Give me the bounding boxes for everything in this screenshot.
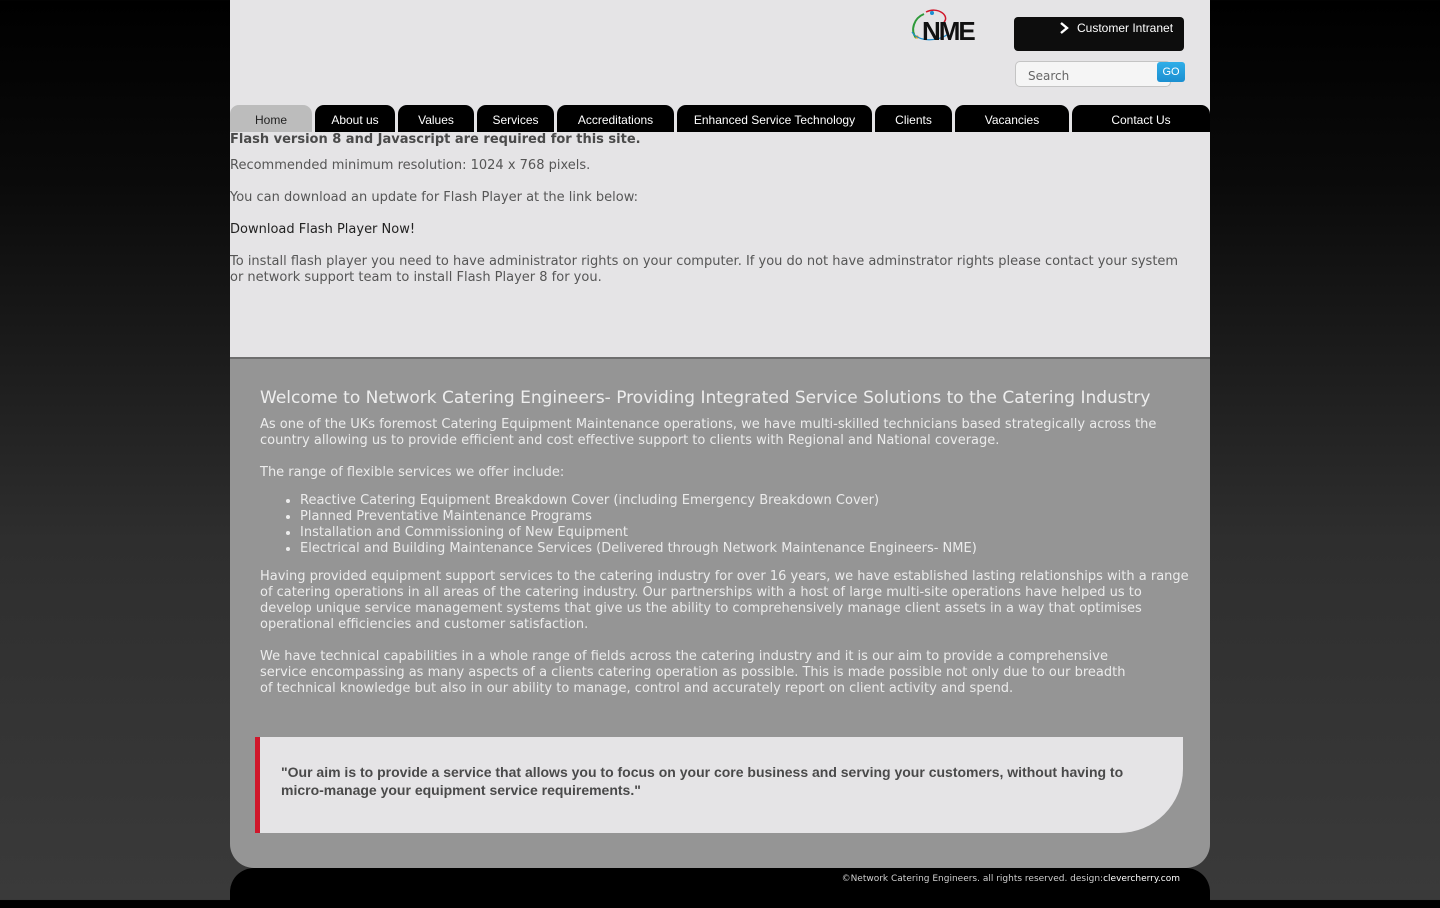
- list-item: • Reactive Catering Equipment Breakdown Cover (including Emergency Breakdown Cover): [300, 493, 977, 509]
- main-nav: [230, 105, 1210, 132]
- flash-download-info: You can download an update for Flash Player at the link below:: [230, 190, 638, 205]
- customer-intranet-label: Customer Intranet: [1077, 21, 1174, 35]
- search-go-button[interactable]: GO: [1157, 62, 1185, 82]
- logo-text: NME: [922, 16, 974, 44]
- aim-quote: "Our aim is to provide a service that allows you to focus on your core business and serving your customers, without having to micro-manage your equipment service requirements.": [281, 764, 1124, 798]
- site-footer: [230, 868, 1210, 908]
- nav-tab-services[interactable]: Services: [477, 105, 554, 132]
- relationships-paragraph: Having provided equipment support services to the catering industry for over 16 years, we have established lasting relationships with a range of catering operations in all areas of the catering industry. Our partnerships with a host of large multi-site operations have helped us to develop unique service management systems that give us the ability to comprehensively manage client assets in a way that optimises operational efficiencies and customer satisfaction.: [260, 569, 1189, 632]
- nav-tab-vacancies[interactable]: Vacancies: [955, 105, 1069, 132]
- chevron-right-icon: [1059, 22, 1071, 34]
- flash-required-text: Flash version 8 and Javascript are required for this site.: [230, 132, 641, 147]
- nav-tab-clients[interactable]: Clients: [875, 105, 952, 132]
- copyright-text: ©Network Catering Engineers. all rights reserved. design:: [841, 874, 1104, 884]
- designer-link[interactable]: clevercherry.com: [1103, 874, 1180, 884]
- nav-tab-about-us[interactable]: About us: [315, 105, 395, 132]
- nav-tab-enhanced-service-technology[interactable]: Enhanced Service Technology: [677, 105, 872, 132]
- services-list: [260, 493, 977, 557]
- nme-logo[interactable]: [908, 8, 990, 44]
- search-input[interactable]: [1015, 61, 1171, 87]
- logo-swirl-icon: [908, 8, 990, 44]
- services-intro: The range of flexible services we offer include:: [260, 465, 565, 480]
- flash-resolution-text: Recommended minimum resolution: 1024 x 768 pixels.: [230, 158, 591, 173]
- nav-tab-accreditations[interactable]: Accreditations: [557, 105, 674, 132]
- flash-install-note: To install flash player you need to have administrator rights on your computer. If you do not have adminstrator rights please contact your system or network support team to install Flash Player 8 for you.: [230, 254, 1179, 285]
- intro-paragraph: As one of the UKs foremost Catering Equipment Maintenance operations, we have multi-skilled technicians based strategically across the country allowing us to provide efficient and cost effective support to clients with Regional and National coverage.: [260, 417, 1157, 448]
- flash-notice: [230, 132, 1190, 286]
- list-item: • Installation and Commissioning of New Equipment: [300, 525, 977, 541]
- list-item: • Electrical and Building Maintenance Services (Delivered through Network Maintenance Engineers- NME): [300, 541, 977, 557]
- nav-tab-home[interactable]: Home: [230, 105, 312, 132]
- site-header: [230, 0, 1210, 357]
- page-title: Welcome to Network Catering Engineers- Providing Integrated Service Solutions to the Catering Industry: [260, 388, 1151, 408]
- list-item: • Planned Preventative Maintenance Programs: [300, 509, 977, 525]
- copyright-notice: [842, 874, 1180, 884]
- customer-intranet-button[interactable]: [1014, 17, 1184, 51]
- download-flash-link[interactable]: Download Flash Player Now!: [230, 222, 416, 237]
- capabilities-paragraph: We have technical capabilities in a whole range of fields across the catering industry and it is our aim to provide a comprehensive service encompassing as many aspects of a clients catering operation as possible. This is made possible not only due to our breadth of technical knowledge but also in our ability to manage, control and accurately report on client activity and spend.: [260, 649, 1126, 696]
- aim-quote-box: [255, 737, 1183, 833]
- page-container: [230, 0, 1210, 900]
- main-content: [230, 357, 1210, 868]
- nav-tab-values[interactable]: Values: [398, 105, 474, 132]
- nav-tab-contact-us[interactable]: Contact Us: [1072, 105, 1210, 132]
